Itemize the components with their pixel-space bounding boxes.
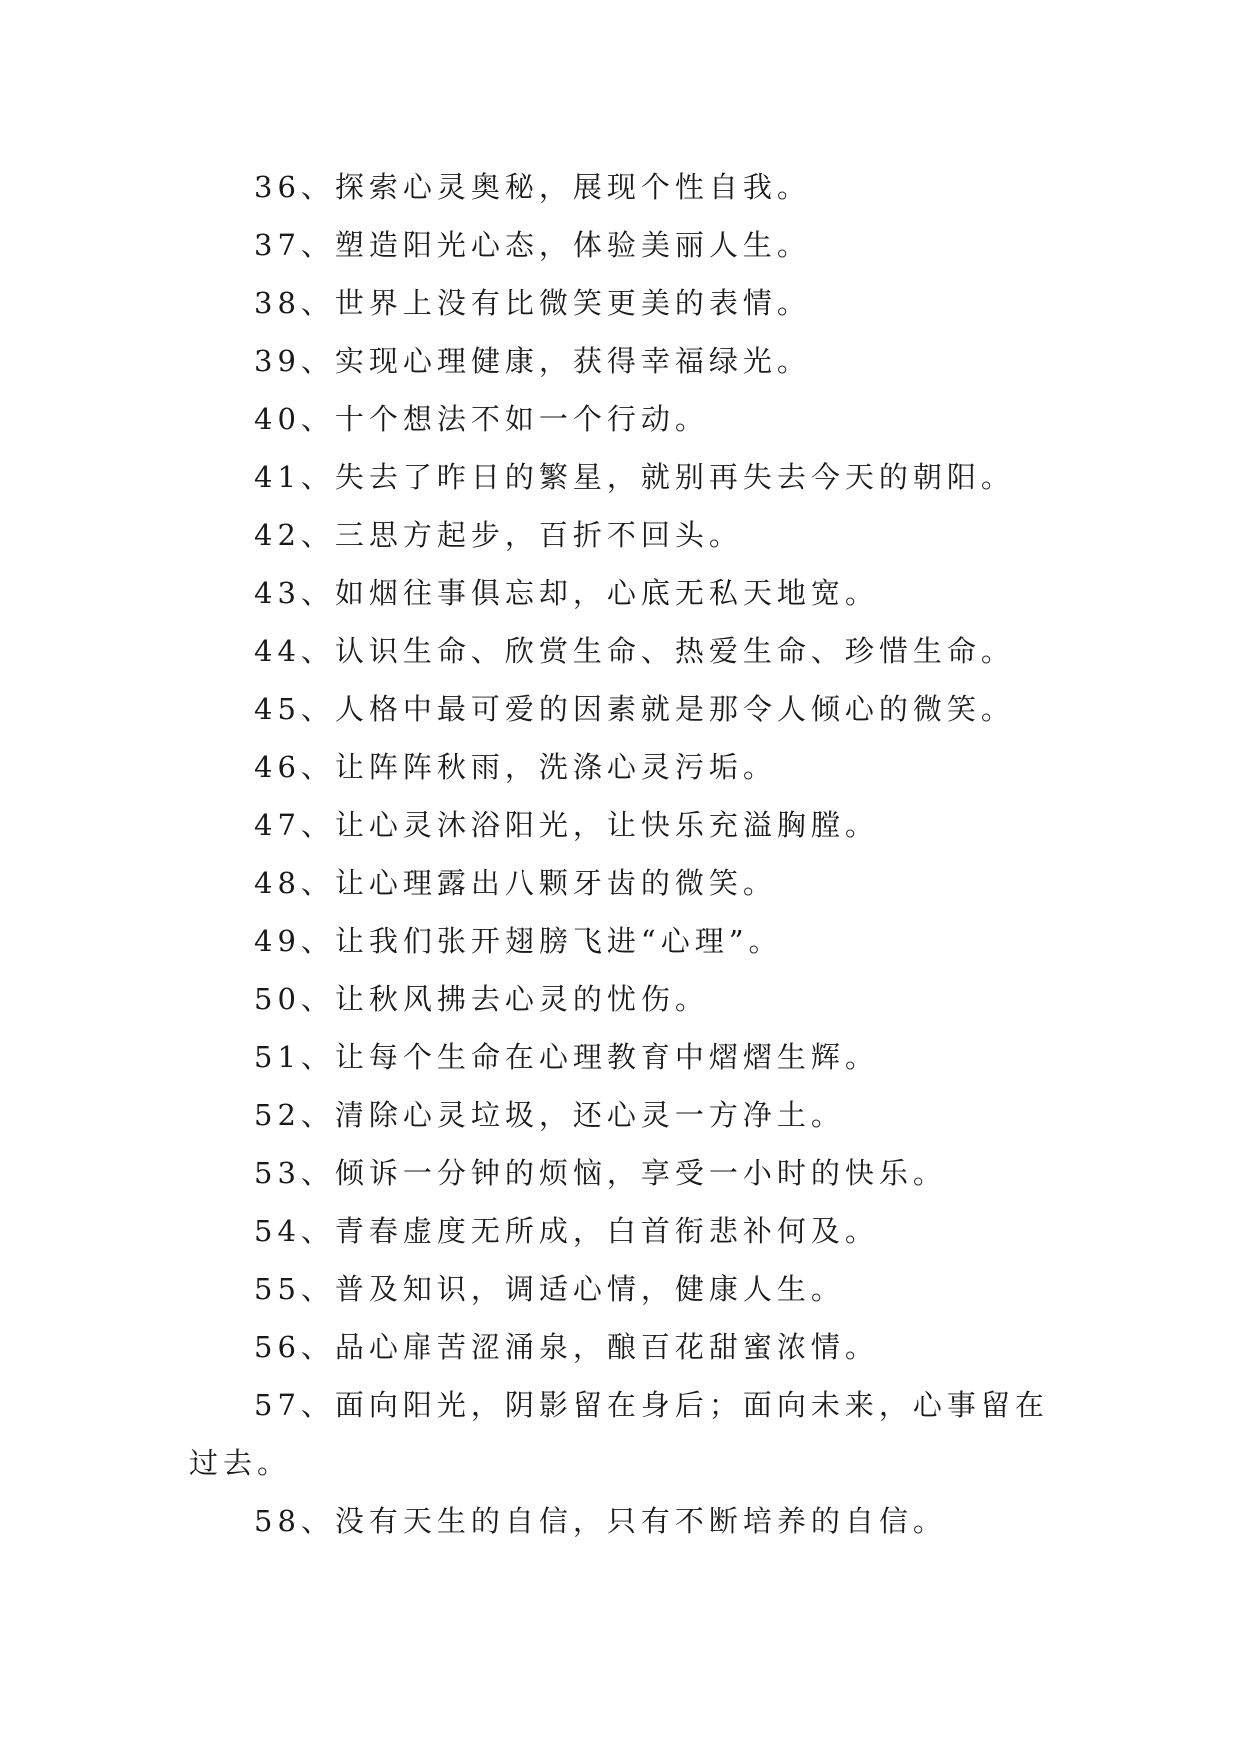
list-item: 42、三思方起步，百折不回头。 [254, 518, 743, 552]
list-item: 49、让我们张开翅膀飞进“心理”。 [254, 924, 783, 958]
list-item: 58、没有天生的自信，只有不断培养的自信。 [254, 1504, 947, 1538]
list-item: 48、让心理露出八颗牙齿的微笑。 [254, 866, 777, 900]
list-item: 57、面向阳光，阴影留在身后；面向未来，心事留在过去。 [189, 1388, 1049, 1480]
list-item: 45、人格中最可爱的因素就是那令人倾心的微笑。 [254, 692, 1015, 726]
list-item: 39、实现心理健康，获得幸福绿光。 [254, 344, 811, 378]
list-item: 36、探索心灵奥秘，展现个性自我。 [254, 170, 811, 204]
list-item: 44、认识生命、欣赏生命、热爱生命、珍惜生命。 [254, 634, 1015, 668]
list-item: 43、如烟往事俱忘却，心底无私天地宽。 [254, 576, 879, 610]
list-item: 56、品心扉苦涩涌泉，酿百花甜蜜浓情。 [254, 1330, 879, 1364]
list-item: 46、让阵阵秋雨，洗涤心灵污垢。 [254, 750, 777, 784]
list-item: 50、让秋风拂去心灵的忧伤。 [254, 982, 709, 1016]
list-item: 51、让每个生命在心理教育中熠熠生辉。 [254, 1040, 879, 1074]
list-item: 47、让心灵沐浴阳光，让快乐充溢胸膛。 [254, 808, 879, 842]
document-body [189, 158, 1051, 1550]
list-item: 40、十个想法不如一个行动。 [254, 402, 709, 436]
list-item: 52、清除心灵垃圾，还心灵一方净土。 [254, 1098, 845, 1132]
list-item: 55、普及知识，调适心情，健康人生。 [254, 1272, 845, 1306]
list-item: 53、倾诉一分钟的烦恼，享受一小时的快乐。 [254, 1156, 947, 1190]
list-item: 41、失去了昨日的繁星，就别再失去今天的朝阳。 [254, 460, 1015, 494]
list-item: 38、世界上没有比微笑更美的表情。 [254, 286, 811, 320]
list-item: 37、塑造阳光心态，体验美丽人生。 [254, 228, 811, 262]
list-item: 54、青春虚度无所成，白首衔悲补何及。 [254, 1214, 879, 1248]
